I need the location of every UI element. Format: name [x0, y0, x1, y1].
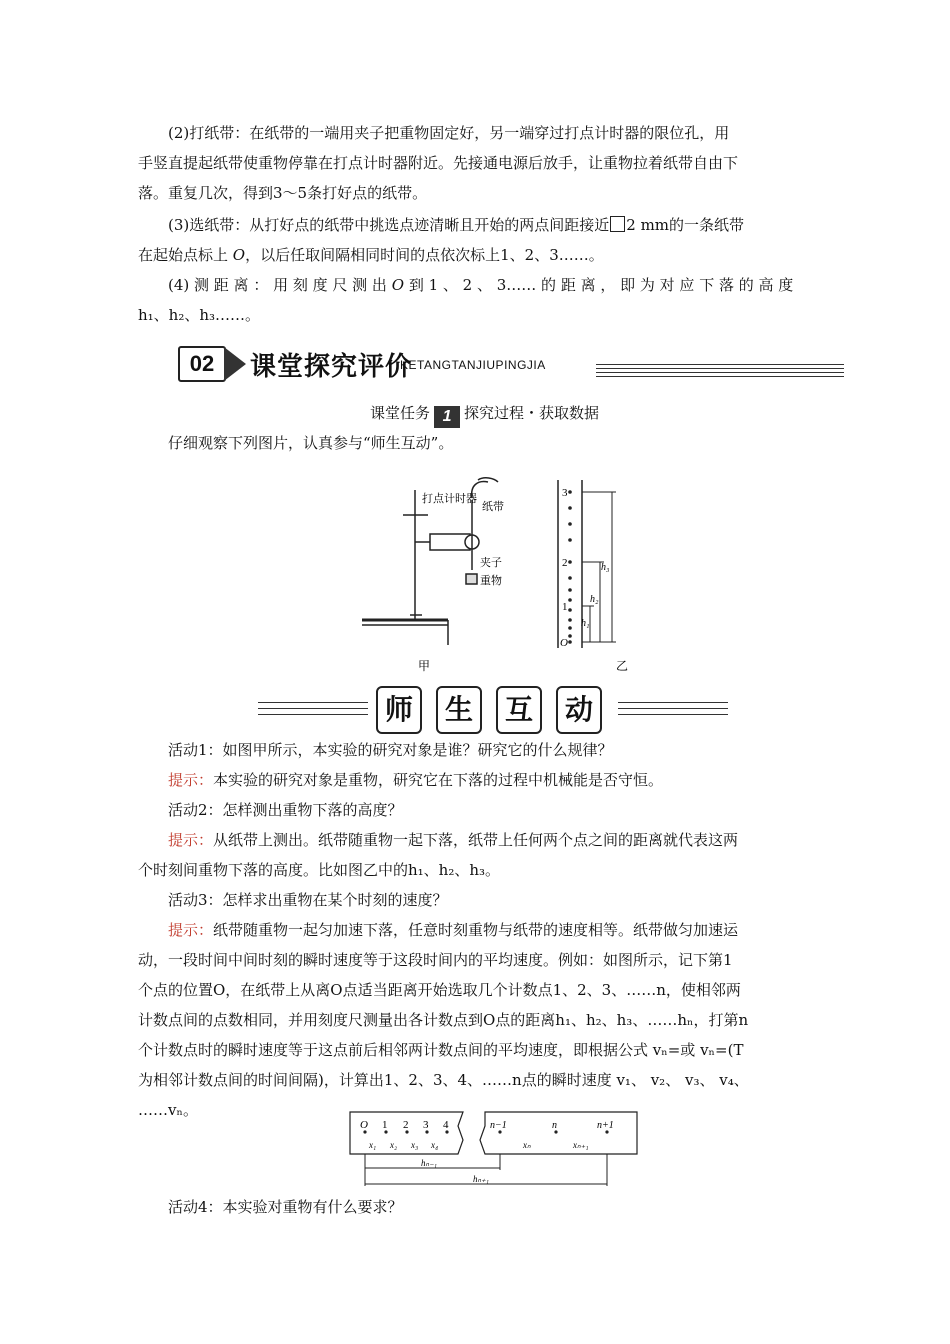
point-3: 3 — [423, 1119, 429, 1131]
label-clamp: 夹子 — [480, 557, 502, 569]
activity-3-answer-4: 计数点间的点数相同，并用刻度尺测量出各计数点到O点的距离h₁、h₂、h₃、……hₙ，打第n — [138, 1011, 749, 1029]
section-number: 02 — [178, 346, 226, 382]
point-o: O — [360, 1119, 368, 1131]
section-arrow-icon — [224, 347, 246, 381]
tape-dots — [568, 490, 572, 644]
step3-line2: 在起始点标上 O，以后任取间隔相同时间的点依次标上1、2、3……。 — [138, 246, 604, 264]
teacher-student-banner — [258, 682, 728, 738]
banner-char: 互 — [496, 686, 542, 734]
step2-line2: 手竖直提起纸带使重物停靠在打点计时器附近。先接通电源后放手，让重物拉着纸带自由下 — [138, 154, 739, 172]
height-h1: h₁ — [581, 618, 590, 629]
height-h3: h₃ — [601, 562, 610, 573]
figure-tape-segments — [345, 1106, 645, 1192]
tape-mark-3: 3 — [562, 487, 568, 499]
banner-rule — [618, 714, 728, 715]
step2-line3: 落。重复几次，得到3～5条打好点的纸带。 — [138, 184, 428, 202]
section-header — [172, 344, 844, 384]
tape-mark-2: 2 — [562, 557, 568, 569]
activity-3-answer-5: 个计数点时的瞬时速度等于这点前后相邻两计数点间的平均速度，即根据公式 vₙ=或 vₙ=(T — [138, 1041, 744, 1059]
header-rule — [596, 372, 844, 373]
banner-rule — [618, 702, 728, 703]
banner-rule — [618, 708, 728, 709]
activity-3-answer-6: 为相邻计数点间的时间间隔)，计算出1、2、3、4、……n点的瞬时速度 v₁、 v₂、 v₃、 v₄、 — [138, 1071, 749, 1089]
tape-mark-1: 1 — [562, 601, 568, 613]
gap-xn-plus-1: xₙ₊₁ — [573, 1140, 589, 1150]
tape-points — [363, 1130, 608, 1133]
header-rule — [596, 376, 844, 377]
point-n-minus-1: n−1 — [490, 1120, 507, 1131]
span-hn-plus-1: hₙ₊₁ — [473, 1174, 489, 1184]
gap-x3: x₃ — [411, 1140, 419, 1150]
banner-char: 动 — [556, 686, 602, 734]
gap-x2: x₂ — [390, 1140, 398, 1150]
activity-3-answer-3: 个点的位置O，在纸带上从离O点适当距离开始选取几个计数点1、2、3、……n，使相邻两 — [138, 981, 741, 999]
label-tape: 纸带 — [482, 501, 504, 513]
caption-right: 乙 — [616, 659, 629, 673]
activity-3-answer-2: 动，一段时间中间时刻的瞬时速度等于这段时间内的平均速度。例如：如图所示，记下第1 — [138, 951, 733, 969]
banner-rule — [258, 702, 368, 703]
gap-x4: x₄ — [431, 1140, 439, 1150]
banner-rule — [258, 714, 368, 715]
step4-line2: h₁、h₂、h₃……。 — [138, 306, 261, 324]
task-number-badge: 1 — [434, 406, 460, 428]
label-weight: 重物 — [480, 575, 502, 587]
activity-1-question: 活动1：如图甲所示，本实验的研究对象是谁？研究它的什么规律？ — [168, 741, 613, 759]
blank-box — [610, 216, 625, 232]
section-title: 课堂探究评价 — [250, 352, 413, 382]
caption-left: 甲 — [418, 659, 431, 673]
header-rule — [596, 364, 844, 365]
activity-1-answer: 提示：本实验的研究对象是重物，研究它在下落的过程中机械能是否守恒。 — [168, 771, 664, 789]
section-pinyin: KETANGTANJIUPINGJIA — [400, 358, 546, 372]
header-rule — [596, 368, 844, 369]
banner-rule — [258, 708, 368, 709]
task-heading: 课堂任务 1 探究过程・获取数据 — [370, 402, 599, 428]
point-n: n — [552, 1120, 557, 1131]
activity-2-answer-2: 个时刻间重物下落的高度。比如图乙中的h₁、h₂、h₃。 — [138, 861, 501, 879]
activity-2-question: 活动2：怎样测出重物下落的高度？ — [168, 801, 403, 819]
label-timer: 打点计时器 — [422, 493, 477, 505]
activity-4-question: 活动4：本实验对重物有什么要求？ — [168, 1198, 403, 1216]
activity-2-answer-1: 提示：从纸带上测出。纸带随重物一起下落，纸带上任何两个点之间的距离就代表这两 — [168, 831, 739, 849]
activity-3-answer-1: 提示：纸带随重物一起匀加速下落，任意时刻重物与纸带的速度相等。纸带做匀加速运 — [168, 921, 739, 939]
banner-char: 生 — [436, 686, 482, 734]
span-hn-minus-1: hₙ₋₁ — [421, 1158, 437, 1168]
step2-line1: (2)打纸带：在纸带的一端用夹子把重物固定好，另一端穿过打点计时器的限位孔，用 — [168, 124, 730, 142]
height-h2: h₂ — [590, 594, 599, 605]
banner-char: 师 — [376, 686, 422, 734]
point-2: 2 — [403, 1119, 409, 1131]
figure-apparatus — [360, 470, 630, 685]
point-1: 1 — [382, 1119, 388, 1131]
gap-xn: xₙ — [523, 1140, 531, 1150]
step4-line1: (4) 测 距 离 ： 用 刻 度 尺 测 出 O 到 1 、 2 、 3…… 的 距 离 ， 即 为 对 应 下 落 的 高 度 — [168, 276, 794, 294]
activity-3-answer-7: ……vₙ。 — [138, 1101, 198, 1119]
step3-line1: (3)选纸带：从打好点的纸带中挑选点迹清晰且开始的两点间距接近 2 mm的一条纸带 — [168, 216, 745, 234]
point-4: 4 — [443, 1119, 449, 1131]
activity-3-question: 活动3：怎样求出重物在某个时刻的速度？ — [168, 891, 448, 909]
intro-text: 仔细观察下列图片，认真参与“师生互动”。 — [168, 434, 454, 452]
tape-mark-o: O — [560, 637, 568, 649]
gap-x1: x₁ — [369, 1140, 377, 1150]
point-n-plus-1: n+1 — [597, 1120, 614, 1131]
